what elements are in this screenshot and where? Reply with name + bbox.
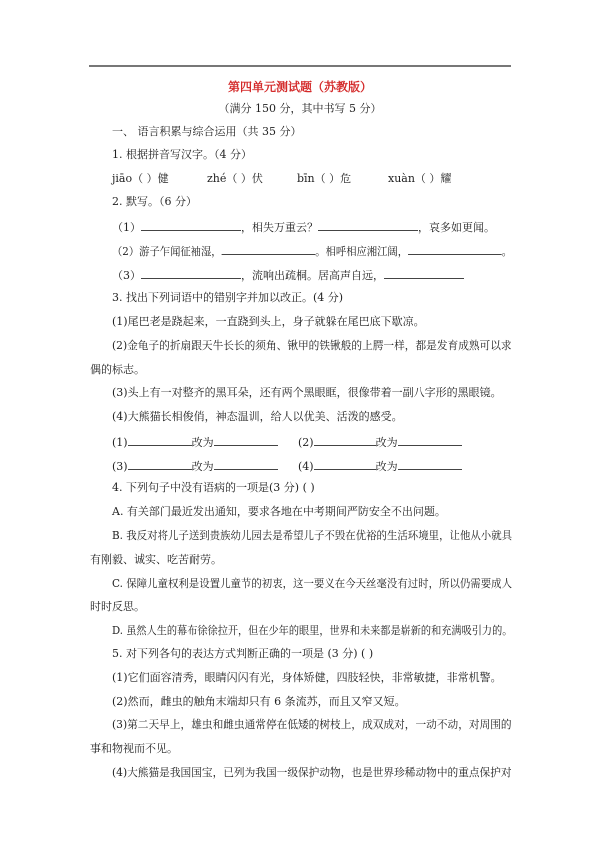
q2-line-2 [112,243,512,259]
q3-stem: 3. 找出下列词语中的错别字并加以改正。(4 分) [112,291,344,304]
page-title: 第四单元测试题（苏教版） [227,80,372,94]
answer-blank [318,219,418,231]
answer-blank [314,458,376,470]
answer-blank [141,219,241,231]
q3-sentence: (4)大熊猫长相俊俏，神态温训，给人以优美、活泼的感受。 [112,410,403,423]
q5-stem: 5. 对下列各句的表达方式判断正确的一项是 (3 分) ( ) [112,647,374,660]
label: （1） [112,221,141,234]
answer-blank [314,434,376,446]
verse-text: 。相呼相应湘江阔， [315,245,409,258]
verse-text: （2）游子乍闻征袖湿， [112,245,222,258]
answer-blank [398,434,462,446]
subtitle: （满分 150 分，其中书写 5 分） [218,102,382,115]
q5-sentence-cont: 事和物视而不见。 [90,742,178,755]
q5-sentence: (4)大熊猫是我国国宝，已列为我国一级保护动物，也是世界珍稀动物中的重点保护对 [112,766,512,779]
q2-stem: 2. 默写。（6 分） [112,195,197,208]
verse-text: ，相失万重云？ [241,221,318,234]
answer-blank [408,243,502,255]
q5-sentence: (3)第二天早上，雄虫和雌虫通常停在低矮的树枝上，成双成对，一动不动，对周围的 [112,718,512,731]
label: (2) [298,436,314,449]
q3-answer-4 [298,458,462,474]
answer-blank [128,434,192,446]
label: 改为 [191,460,214,473]
q4-option-c-cont: 时时反思。 [90,600,145,613]
verse-text: ，哀多如更闻。 [418,221,495,234]
pinyin-item: bīn（ ）危 [297,172,352,185]
answer-blank [128,458,192,470]
q4-stem: 4. 下列句子中没有语病的一项是(3 分) ( ) [112,481,315,494]
label: (4) [298,460,314,473]
q3-sentence: (2)金龟子的折扇跟天牛长长的须角、锹甲的铁锹般的上腭一样，都是发育成熟可以求 [112,339,512,352]
q3-answer-3 [112,458,278,474]
pinyin-item: xuàn（ ）耀 [388,172,452,185]
pinyin-item: jiāo（ ）健 [112,172,169,185]
label: 改为 [375,436,398,449]
q3-answer-2 [298,434,462,450]
label: (1) [112,436,128,449]
answer-blank [384,267,464,279]
q5-sentence: (1)它们面容清秀，眼睛闪闪有光，身体矫健，四肢轻快，非常敏捷，非常机警。 [112,671,502,684]
q3-answer-1 [112,434,278,450]
q2-line-1 [112,219,495,235]
q4-option-d: D. 虽然人生的幕布徐徐拉开，但在少年的眼里，世界和未来都是崭新的和充满吸引力的。 [112,624,513,637]
q3-sentence-cont: 偶的标志。 [90,363,145,376]
section-heading: 一、 语言积累与综合运用（共 35 分） [112,125,302,138]
q4-option-a: A. 有关部门最近发出通知，要求各地在中考期间严防安全不出问题。 [112,505,446,518]
label: （3） [112,269,141,282]
answer-blank [214,458,278,470]
q2-line-3 [112,267,464,283]
header-rule [89,65,511,67]
answer-blank [214,434,278,446]
q4-option-b: B. 我反对将儿子送到贵族幼儿园去是希望儿子不毁在优裕的生活环境里，让他从小就具 [112,529,513,542]
q3-sentence: (3)头上有一对整齐的黑耳朵，还有两个黑眼眶，很像带着一副八字形的黑眼镜。 [112,386,502,399]
q4-option-c: C. 保障儿童权利是设置儿童节的初衷，这一要义在今天丝毫没有过时，所以仍需要成人 [112,577,513,590]
answer-blank [398,458,462,470]
q4-option-b-cont: 有刚毅、诚实、吃苦耐劳。 [90,553,222,566]
verse-text: ，流响出疏桐。居高声自远， [241,269,384,282]
q3-sentence: (1)尾巴老是跷起来，一直跷到头上，身子就躲在尾巴底下歇凉。 [112,315,425,328]
answer-blank [222,243,316,255]
label: 改为 [375,460,398,473]
q5-sentence: (2)然而，雌虫的触角末端却只有 6 条流苏，而且又窄又短。 [112,695,406,708]
q1-stem: 1. 根据拼音写汉字。（4 分） [112,148,252,161]
label: (3) [112,460,128,473]
verse-text: 。 [501,245,512,258]
answer-blank [141,267,241,279]
label: 改为 [191,436,214,449]
pinyin-item: zhé（ ）伏 [207,172,263,185]
